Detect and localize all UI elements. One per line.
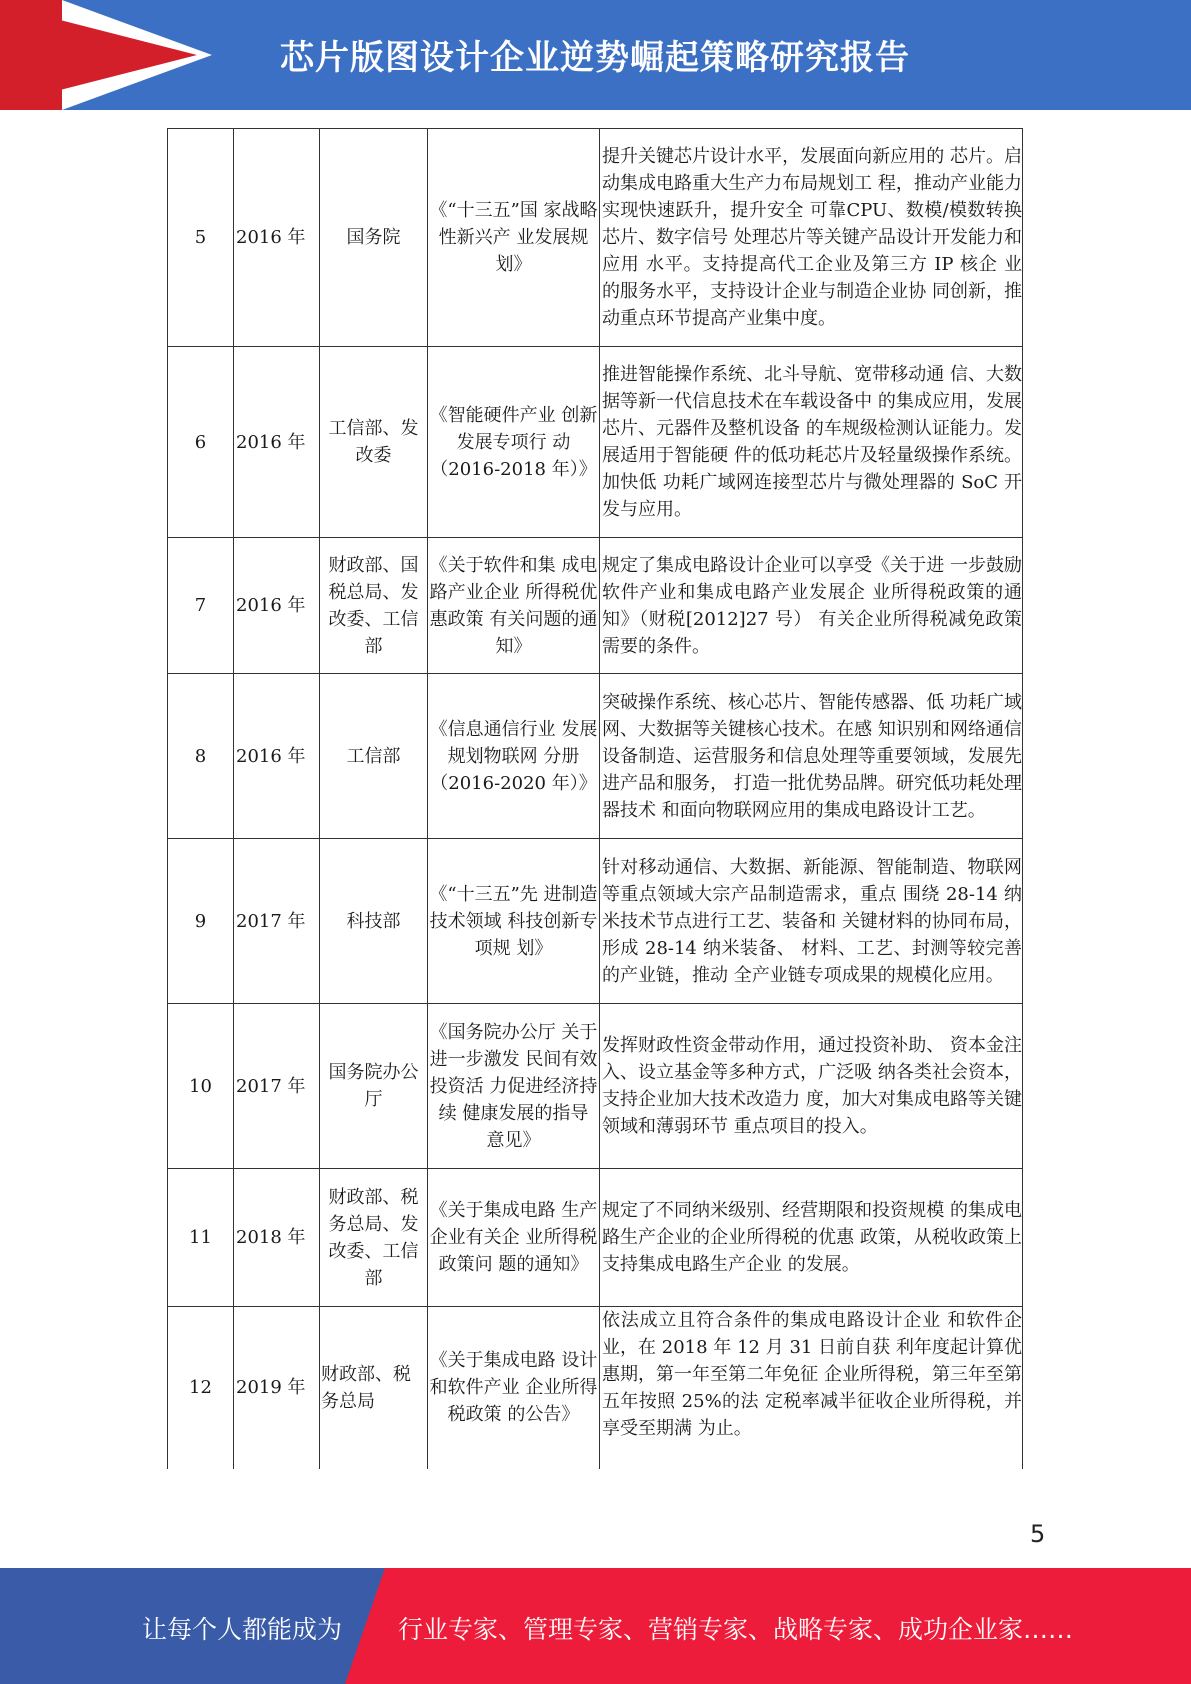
row-department: 财政部、税务总局 bbox=[320, 1307, 428, 1469]
row-year: 2017 年 bbox=[234, 839, 320, 1004]
report-title: 芯片版图设计企业逆势崛起策略研究报告 bbox=[280, 38, 910, 78]
row-year: 2018 年 bbox=[234, 1169, 320, 1307]
row-number: 9 bbox=[168, 839, 234, 1004]
row-document: 《关于软件和集 成电路产业企业 所得税优惠政策 有关问题的通 知》 bbox=[428, 538, 600, 674]
report-header bbox=[0, 0, 1191, 110]
row-description: 提升关键芯片设计水平，发展面向新应用的 芯片。启动集成电路重大生产力布局规划工 程，推动产业能力实现快速跃升，提升安全 可靠CPU、数模/模数转换芯片、数字信号 处理芯片等关键产品设计开发能力和应用 水平。支持提高代工企业及第三方 IP 核企 业的服务水平，支持设计企业与制造企业协 同创新，推动重点环节提高产业集中度。 bbox=[600, 129, 1023, 347]
row-description: 针对移动通信、大数据、新能源、智能制造、物联网等重点领域大宗产品制造需求，重点 围绕 28-14 纳米技术节点进行工艺、装备和 关键材料的协同布局，形成 28-14 纳米装备、 材料、工艺、封测等较完善的产业链，推动 全产业链专项成果的规模化应用。 bbox=[600, 839, 1023, 1004]
row-number: 8 bbox=[168, 674, 234, 839]
row-number: 5 bbox=[168, 129, 234, 347]
row-description: 规定了不同纳米级别、经营期限和投资规模 的集成电路生产企业的企业所得税的优惠 政策，从税收政策上支持集成电路生产企业 的发展。 bbox=[600, 1169, 1023, 1307]
footer-slogan-left: 让每个人都能成为 bbox=[142, 1615, 343, 1644]
row-number: 10 bbox=[168, 1004, 234, 1169]
header-red-chevron bbox=[0, 0, 197, 110]
row-document: 《关于集成电路 设计和软件产业 企业所得税政策 的公告》 bbox=[428, 1307, 600, 1469]
row-document: 《关于集成电路 生产企业有关企 业所得税政策问 题的通知》 bbox=[428, 1169, 600, 1307]
row-document: 《“十三五”先 进制造技术领域 科技创新专项规 划》 bbox=[428, 839, 600, 1004]
row-document: 《国务院办公厅 关于进一步激发 民间有效投资活 力促进经济持续 健康发展的指导 意见》 bbox=[428, 1004, 600, 1169]
row-document: 《“十三五”国 家战略性新兴产 业发展规划》 bbox=[428, 129, 600, 347]
table-row bbox=[168, 1307, 1023, 1469]
page-number: 5 bbox=[1030, 1520, 1046, 1548]
row-number: 11 bbox=[168, 1169, 234, 1307]
footer-banner bbox=[0, 1568, 1191, 1684]
row-description: 依法成立且符合条件的集成电路设计企业 和软件企业，在 2018 年 12 月 31 日前自获 利年度起计算优惠期，第一年至第二年免征 企业所得税，第三年至第五年按照 25%的法 定税率减半征收企业所得税，并享受至期满 为止。 bbox=[600, 1307, 1023, 1469]
row-year: 2016 年 bbox=[234, 674, 320, 839]
table-row bbox=[168, 674, 1023, 839]
table-row bbox=[168, 129, 1023, 347]
row-department: 工信部、发改委 bbox=[320, 347, 428, 538]
row-department: 科技部 bbox=[320, 839, 428, 1004]
footer-slogan-right: 行业专家、管理专家、营销专家、战略专家、成功企业家…… bbox=[398, 1615, 1074, 1644]
table-row bbox=[168, 1004, 1023, 1169]
row-number: 6 bbox=[168, 347, 234, 538]
row-number: 7 bbox=[168, 538, 234, 674]
row-department: 工信部 bbox=[320, 674, 428, 839]
table-row bbox=[168, 347, 1023, 538]
row-number: 12 bbox=[168, 1307, 234, 1469]
table-row bbox=[168, 1169, 1023, 1307]
row-description: 突破操作系统、核心芯片、智能传感器、低 功耗广域网、大数据等关键核心技术。在感 知识别和网络通信设备制造、运营服务和信息处理等重要领域，发展先进产品和服务， 打造一批优势品牌。研究低功耗处理器技术 和面向物联网应用的集成电路设计工艺。 bbox=[600, 674, 1023, 839]
row-description: 规定了集成电路设计企业可以享受《关于进 一步鼓励软件产业和集成电路产业发展企 业所得税政策的通知》（财税[2012]27 号） 有关企业所得税减免政策需要的条件。 bbox=[600, 538, 1023, 674]
footer-blue-slant bbox=[345, 1568, 385, 1684]
row-year: 2017 年 bbox=[234, 1004, 320, 1169]
row-document: 《智能硬件产业 创新发展专项行 动（2016-2018 年）》 bbox=[428, 347, 600, 538]
row-year: 2016 年 bbox=[234, 129, 320, 347]
row-document: 《信息通信行业 发展规划物联网 分册（2016-2020 年）》 bbox=[428, 674, 600, 839]
policy-table bbox=[167, 128, 1023, 1469]
row-department: 国务院 bbox=[320, 129, 428, 347]
row-department: 财政部、国税总局、发改委、工信部 bbox=[320, 538, 428, 674]
row-description: 推进智能操作系统、北斗导航、宽带移动通 信、大数据等新一代信息技术在车载设备中 的集成应用，发展芯片、元器件及整机设备 的车规级检测认证能力。发展适用于智能硬 件的低功耗芯片及轻量级操作系统。加快低 功耗广域网连接型芯片与微处理器的 SoC 开发与应用。 bbox=[600, 347, 1023, 538]
row-description: 发挥财政性资金带动作用，通过投资补助、 资本金注入、设立基金等多种方式，广泛吸 纳各类社会资本，支持企业加大技术改造力 度，加大对集成电路等关键领域和薄弱环节 重点项目的投入。 bbox=[600, 1004, 1023, 1169]
row-department: 财政部、税务总局、发改委、工信部 bbox=[320, 1169, 428, 1307]
table-row bbox=[168, 538, 1023, 674]
row-year: 2019 年 bbox=[234, 1307, 320, 1469]
row-department: 国务院办公厅 bbox=[320, 1004, 428, 1169]
row-year: 2016 年 bbox=[234, 347, 320, 538]
table-row bbox=[168, 839, 1023, 1004]
row-year: 2016 年 bbox=[234, 538, 320, 674]
